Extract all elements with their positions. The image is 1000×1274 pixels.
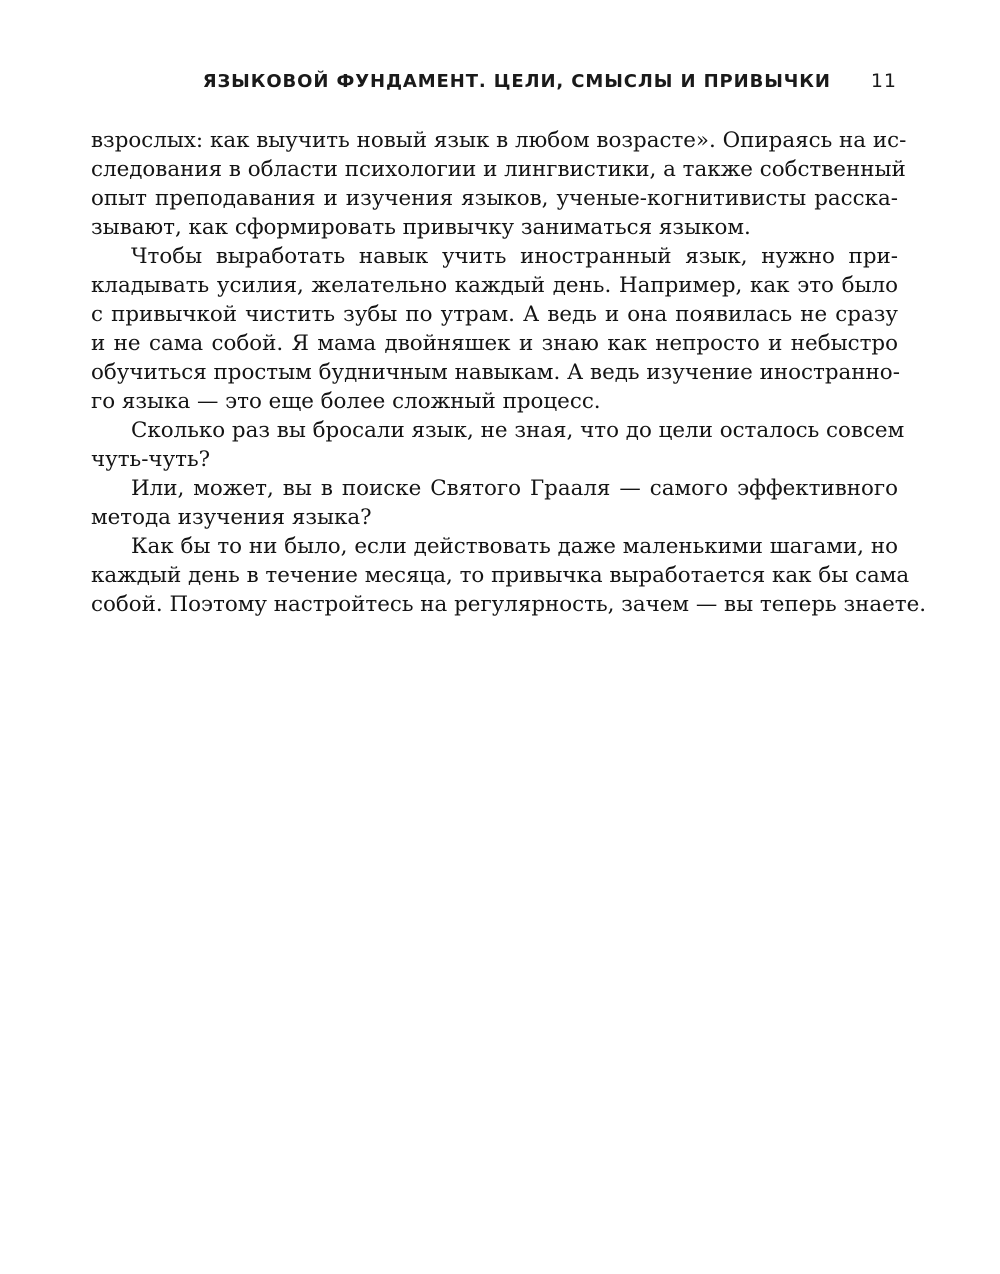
text-line: и не сама собой. Я мама двойняшек и знаю как непросто и небыстро [91,331,898,356]
text-line: Чтобы выработать навык учить иностранный язык, нужно при- [131,244,898,269]
body-text [91,126,927,619]
text-line: Как бы то ни было, если действовать даже маленькими шагами, но [131,534,898,559]
text-line: чуть-чуть? [91,447,211,472]
text-line: опыт преподавания и изучения языков, ученые-когнитивисты расска- [91,186,898,211]
text-line: го языка — это еще более сложный процесс. [91,389,601,414]
text-line: Или, может, вы в поиске Святого Грааля — самого эффективного [131,476,898,501]
text-line: зывают, как сформировать привычку заниматься языком. [91,215,751,240]
text-line: взрослых: как выучить новый язык в любом возрасте». Опираясь на ис- [91,128,907,153]
text-line: кладывать усилия, желательно каждый день. Например, как это было [91,273,898,298]
text-line: обучиться простым будничным навыкам. А ведь изучение иностранно- [91,360,900,385]
page-number: 11 [870,70,897,92]
running-title: ЯЗЫКОВОЙ ФУНДАМЕНТ. ЦЕЛИ, СМЫСЛЫ И ПРИВЫЧКИ [202,70,831,92]
text-line: следования в области психологии и лингвистики, а также собственный [91,157,906,182]
running-header [200,66,897,96]
text-line: каждый день в течение месяца, то привычка выработается как бы сама [91,563,910,588]
text-line: Сколько раз вы бросали язык, не зная, что до цели осталось совсем [131,418,905,443]
text-line: собой. Поэтому настройтесь на регулярность, зачем — вы теперь знаете. [91,592,927,617]
text-line: с привычкой чистить зубы по утрам. А ведь и она появилась не сразу [91,302,898,327]
text-line: метода изучения языка? [91,505,372,530]
